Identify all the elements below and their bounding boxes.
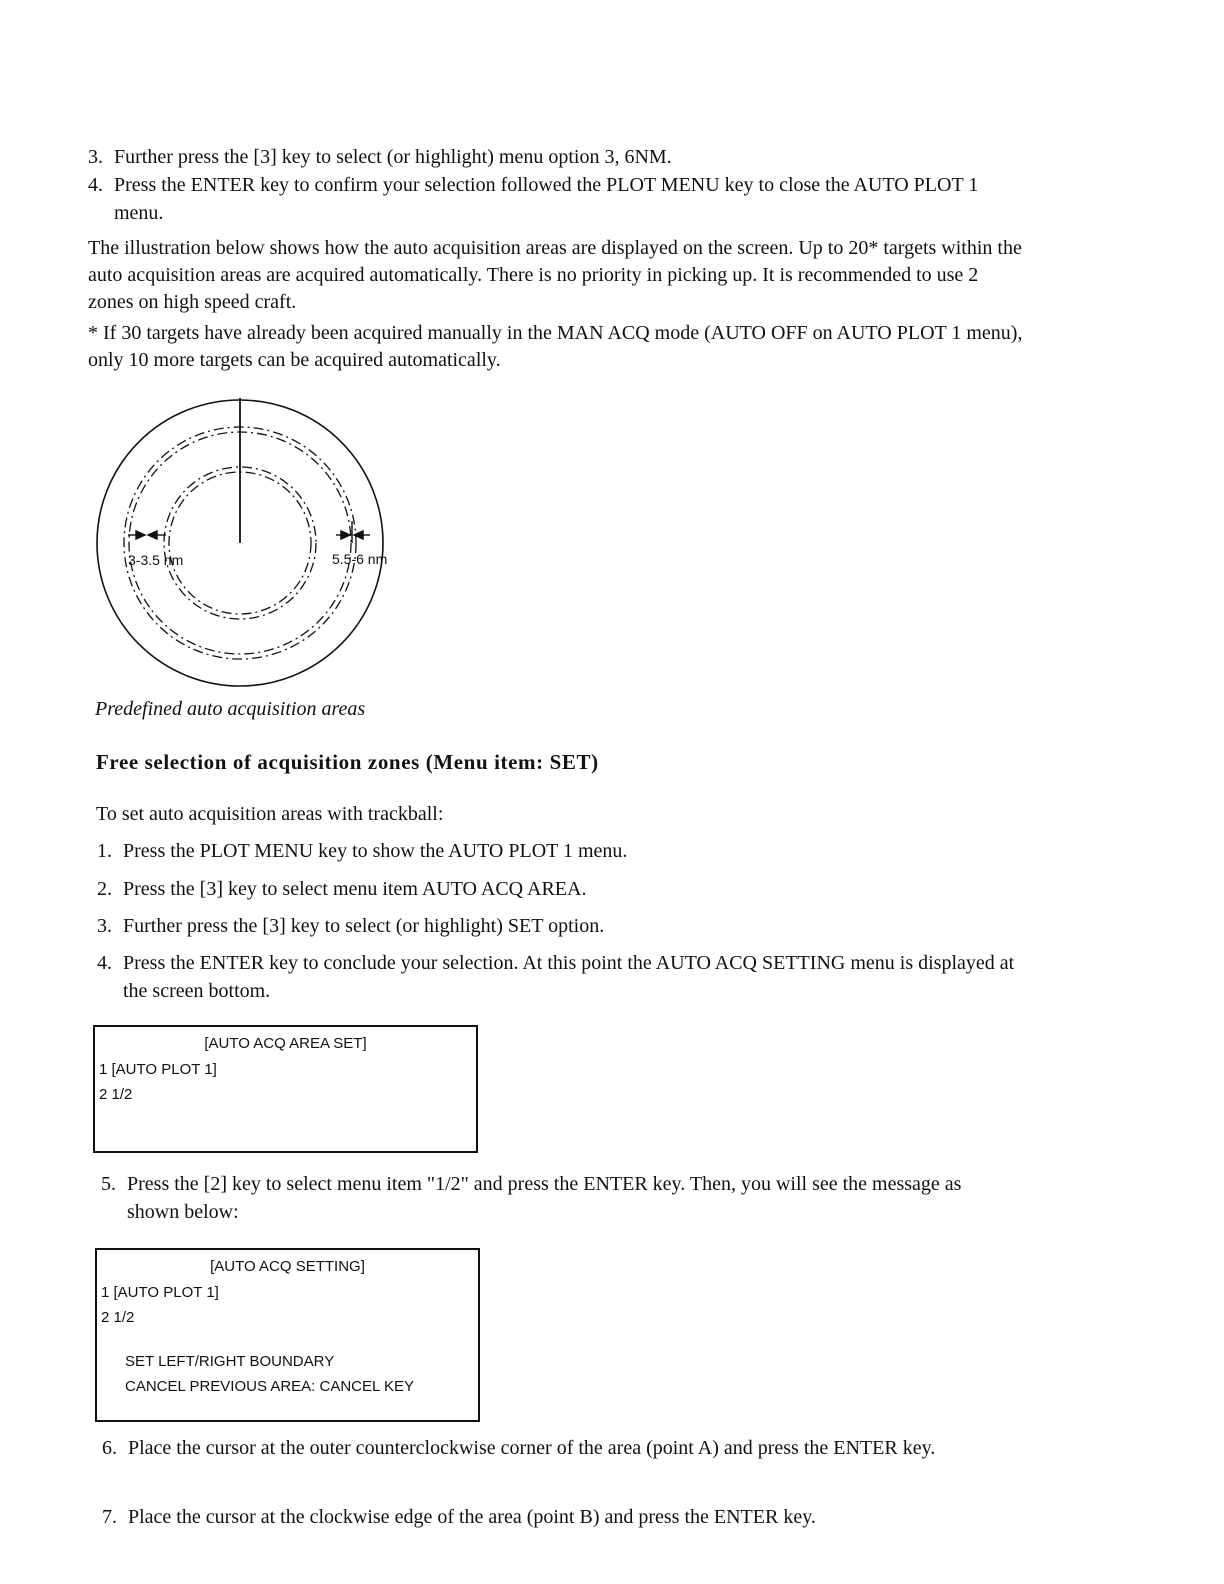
set-step-2: [97, 875, 1017, 903]
menu-message-boundary: SET LEFT/RIGHT BOUNDARY: [125, 1353, 335, 1370]
step-text: Press the ENTER key to confirm your selection followed the PLOT MENU key to close the AUTO PLOT 1 menu.: [114, 174, 979, 224]
step-number: 2.: [97, 878, 112, 900]
menu-item-half: 2 1/2: [101, 1309, 135, 1326]
menu-item-auto-plot: 1 [AUTO PLOT 1]: [101, 1284, 219, 1301]
step-number: 6.: [102, 1437, 117, 1459]
section-intro: To set auto acquisition areas with trackball:: [96, 803, 444, 825]
footnote: * If 30 targets have already been acquired manually in the MAN ACQ mode (AUTO OFF on AUTO PLOT 1 menu), only 10 more targets can be acquired automatically.: [88, 322, 1023, 371]
right-zone-label: 5.5-6 nm: [332, 551, 388, 567]
step-text: Press the [3] key to select menu item AUTO ACQ AREA.: [123, 878, 587, 900]
step-text: Press the [2] key to select menu item "1/2" and press the ENTER key. Then, you will see the message as shown below:: [127, 1173, 962, 1223]
step-number: 7.: [102, 1506, 117, 1528]
auto-acq-setting-menu: [95, 1248, 480, 1422]
step-number: 3.: [88, 146, 103, 168]
step-5: [101, 1170, 1011, 1226]
acquisition-areas-diagram: [90, 393, 410, 693]
step-3-top: [88, 143, 988, 171]
intro-paragraph: The illustration below shows how the auto acquisition areas are displayed on the screen. Up to 20* targets within the auto acquisition areas are acquired automatically. There is no priority in picking up. It is recommended to use 2 zones on high speed craft.: [88, 237, 1022, 313]
step-text: Further press the [3] key to select (or highlight) SET option.: [123, 915, 605, 937]
step-text: Place the cursor at the clockwise edge of the area (point B) and press the ENTER key.: [128, 1506, 816, 1528]
step-number: 1.: [97, 840, 112, 862]
menu-message-cancel: CANCEL PREVIOUS AREA: CANCEL KEY: [125, 1378, 414, 1395]
diagram-caption: Predefined auto acquisition areas: [95, 698, 366, 720]
set-step-3: [97, 912, 1017, 940]
menu-title: [AUTO ACQ AREA SET]: [204, 1035, 367, 1052]
section-heading: Free selection of acquisition zones (Menu item: SET): [96, 750, 599, 774]
step-6: [102, 1434, 1032, 1462]
step-text: Press the PLOT MENU key to show the AUTO PLOT 1 menu.: [123, 840, 628, 862]
menu-title: [AUTO ACQ SETTING]: [210, 1258, 365, 1275]
right-width-arrows: [336, 521, 370, 543]
set-step-4: [97, 949, 1027, 1005]
left-width-arrows: [128, 531, 166, 539]
step-text: Place the cursor at the outer counterclockwise corner of the area (point A) and press the ENTER key.: [128, 1437, 936, 1459]
step-number: 5.: [101, 1173, 116, 1195]
step-7: [102, 1503, 1032, 1531]
step-text: Press the ENTER key to conclude your selection. At this point the AUTO ACQ SETTING menu is displayed at the screen bottom.: [123, 952, 1015, 1002]
step-number: 3.: [97, 915, 112, 937]
step-text: Further press the [3] key to select (or highlight) menu option 3, 6NM.: [114, 146, 672, 168]
menu-item-half: 2 1/2: [99, 1086, 133, 1103]
step-4-top: [88, 171, 988, 227]
step-number: 4.: [88, 174, 103, 196]
step-number: 4.: [97, 952, 112, 974]
auto-acq-area-set-menu: [93, 1025, 478, 1153]
left-zone-label: 3-3.5 nm: [128, 552, 184, 568]
menu-item-auto-plot: 1 [AUTO PLOT 1]: [99, 1061, 217, 1078]
set-step-1: [97, 837, 1017, 865]
